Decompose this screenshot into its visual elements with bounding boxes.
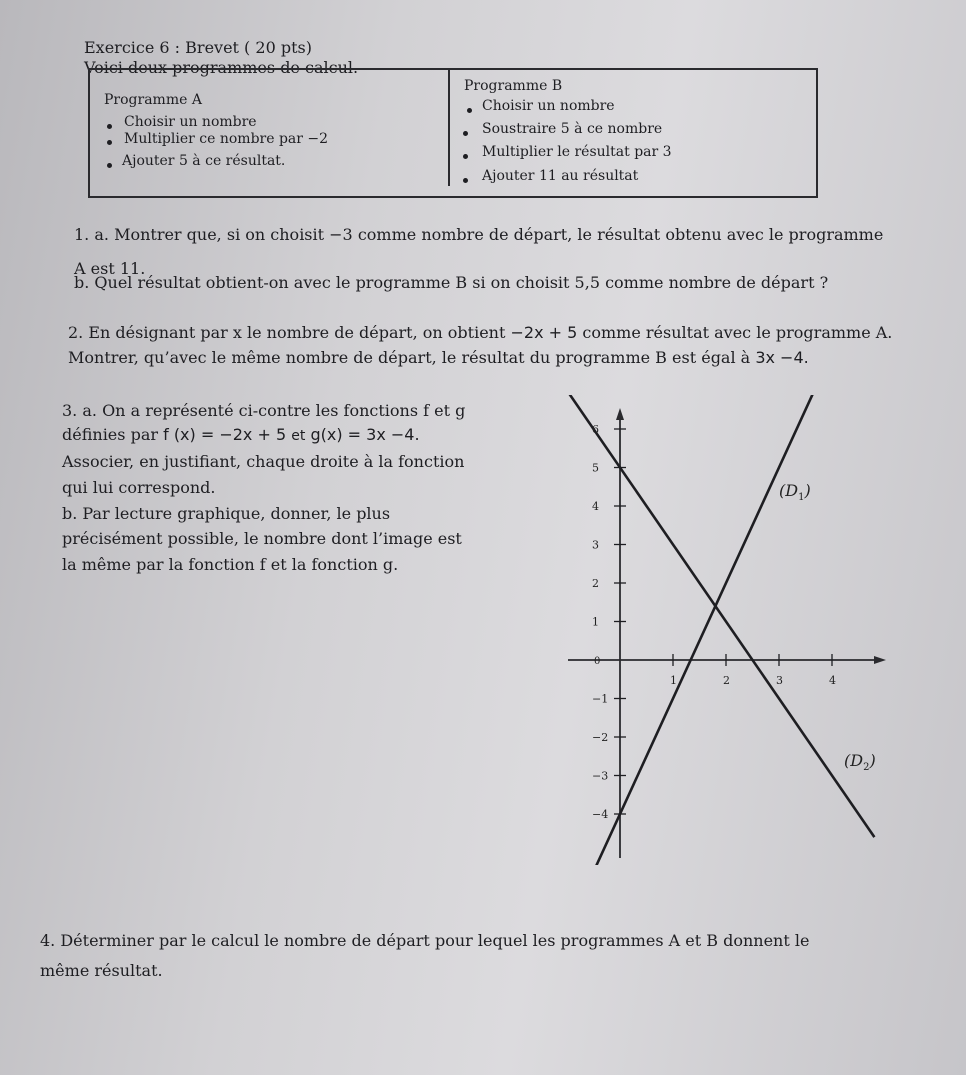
program-b-step-4: Ajouter 11 au résultat [482, 168, 639, 184]
y-tick-label-2: 2 [592, 577, 599, 590]
question-3-text-a: définies par [62, 425, 158, 444]
program-b-title: Programme B [464, 78, 563, 94]
x-tick-label-2: 2 [723, 674, 730, 687]
question-3-line-7: la même par la fonction f et la fonction g. [62, 555, 399, 574]
line-d1-label: $(D_1)$ [779, 481, 811, 503]
question-2-text-c: Montrer, qu’avec le même nombre de départ, le résultat du programme B est égal à [68, 348, 751, 367]
y-tick-label-−2: −2 [592, 731, 609, 744]
question-1a-line-1: 1. a. Montrer que, si on choisit −3 comme nombre de départ, le résultat obtenu avec le programme [74, 225, 884, 244]
x-tick-label-3: 3 [776, 674, 783, 687]
line-d2 [567, 391, 874, 838]
question-4-line-1: 4. Déterminer par le calcul le nombre de départ pour lequel les programmes A et B donnent le [40, 931, 810, 950]
y-tick-label-5: 5 [592, 461, 599, 475]
question-3-line-6: précisément possible, le nombre dont l’image est [62, 529, 462, 548]
program-b-step-2: Soustraire 5 à ce nombre [482, 121, 663, 137]
y-tick-label-3: 3 [592, 538, 599, 552]
y-tick-label-4: 4 [592, 500, 599, 513]
question-1a-line-2: A est 11. [74, 259, 146, 278]
function-f-definition: f (x) = −2x + 5 [163, 425, 287, 444]
function-g-definition: g(x) = 3x −4. [310, 425, 420, 444]
x-tick-label-1: 1 [670, 674, 677, 687]
program-b-step-1: Choisir un nombre [482, 98, 615, 114]
question-2-expression-b: 3x −4. [755, 348, 809, 367]
question-4-line-2: même résultat. [40, 961, 163, 980]
origin-label: 0 [594, 656, 601, 667]
question-2-expression-a: −2x + 5 [510, 323, 578, 342]
program-a-title: Programme A [104, 92, 202, 108]
question-3-et: et [291, 428, 306, 444]
y-tick-label-−3: −3 [592, 769, 609, 783]
y-axis-arrow-icon [616, 408, 624, 420]
program-a-step-3: Ajouter 5 à ce résultat. [122, 153, 286, 169]
y-tick-label-1: 1 [592, 615, 599, 629]
question-1b: b. Quel résultat obtient-on avec le programme B si on choisit 5,5 comme nombre de départ ? [74, 273, 829, 292]
y-tick-label-−4: −4 [592, 808, 609, 821]
program-a-step-2: Multiplier ce nombre par −2 [124, 131, 329, 147]
question-2-text-a: 2. En désignant par x le nombre de départ, on obtient [68, 323, 506, 342]
question-2-text-b: comme résultat avec le programme A. [582, 323, 893, 342]
question-3-line-5: b. Par lecture graphique, donner, le plus [62, 504, 391, 523]
exercise-title: Exercice 6 : Brevet ( 20 pts) [84, 38, 312, 57]
x-tick-label-4: 4 [829, 674, 836, 687]
intro-text: Voici deux programmes de calcul. [84, 58, 359, 77]
x-axis-arrow-icon [874, 656, 886, 664]
y-tick-label-−1: −1 [592, 692, 609, 706]
question-3-line-3: Associer, en justifiant, chaque droite à la fonction [62, 452, 465, 471]
line-d1 [567, 260, 874, 930]
program-b-step-3: Multiplier le résultat par 3 [482, 144, 672, 160]
question-3-line-4: qui lui correspond. [62, 478, 216, 497]
program-a-step-1: Choisir un nombre [124, 114, 257, 130]
question-3-line-1: 3. a. On a représenté ci-contre les fonctions f et g [62, 401, 466, 420]
line-d2-label: $(D_2)$ [844, 751, 876, 773]
y-tick-label-6: 6 [592, 423, 599, 436]
